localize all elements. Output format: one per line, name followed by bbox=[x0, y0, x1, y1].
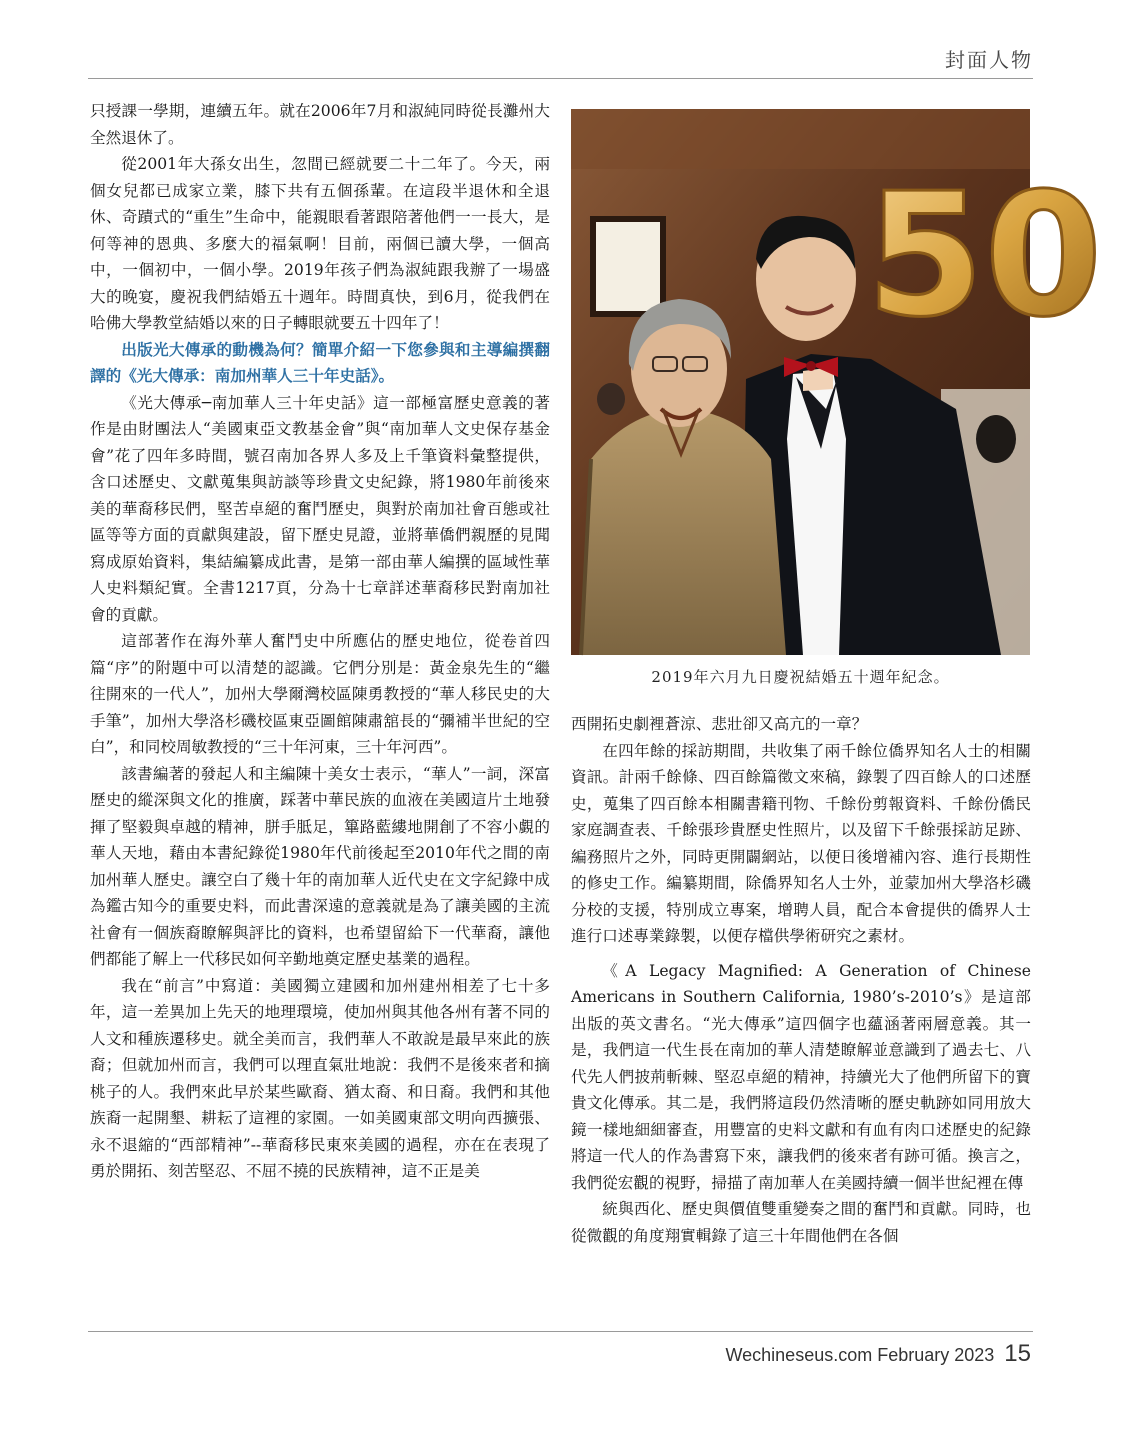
section-label: 封面人物 bbox=[945, 48, 1033, 72]
paragraph: 這部著作在海外華人奮鬥史中所應佔的歷史地位，從卷首四篇“序”的附題中可以清楚的認識。它們分別是：黃金泉先生的“繼往開來的一代人”，加州大學爾灣校區陳勇教授的“華人移民史的大手筆”，加州大學洛杉磯校區東亞圖館陳肅舘長的“彌補半世紀的空白”，和同校周敏教授的“三十年河東，三十年河西”。 bbox=[90, 632, 550, 756]
paragraph: 《光大傳承─南加華人三十年史話》這一部極富歷史意義的著作是由財團法人“美國東亞文教基金會”與“南加華人文史保存基金會”花了四年多時間，號召南加各界人多及上千筆資料彙整提供，含口述歷史、文獻蒐集與訪談等珍貴文史紀錄，將1980年前後來美的華裔移民們，堅苦卓絕的奮鬥歷史，與對於南加社會百態或社區等等方面的貢獻與建設，留下歷史見證，並將華僑們親歷的見聞寫成原始資料，集結編纂成此書，是第一部由華人編撰的區域性華人史料類紀實。全書1217頁，分為十七章詳述華裔移民對南加社會的貢獻。 bbox=[90, 393, 550, 624]
paragraph: 西開拓史劇裡蒼涼、悲壯卻又高亢的一章？ bbox=[571, 715, 868, 733]
paragraph: 該書編著的發起人和主編陳十美女士表示，“華人”一詞，深富歷史的縱深與文化的推廣，踩著中華民族的血液在美國這片土地發揮了堅毅與卓越的精神，胼手胝足，篳路藍縷地開創了不容小覷的華人天地，藉由本書紀錄從1980年代前後起至2010年代之間的南加州華人歷史。讓空白了幾十年的南加華人近代史在文字紀錄中成為鑑古知今的重要史料，而此書深遠的意義就是為了讓美國的主流社會有一個族裔瞭解與評比的資料，也希望留給下一代華裔，讓他們都能了解上一代移民如何辛勤地奠定歷史基業的過程。 bbox=[90, 764, 550, 968]
balloon-50: 50 bbox=[866, 157, 1103, 355]
paragraph: 在四年餘的採訪期間，共收集了兩千餘位僑界知名人士的相關資訊。計兩千餘條、四百餘篇徵文來稿，錄製了四百餘人的口述歷史，蒐集了四百餘本相關書籍刊物、千餘份剪報資料、千餘份僑民家庭調查表、千餘張珍貴歷史性照片，以及留下千餘張採訪足跡、編務照片之外，同時更開闢網站，以便日後增補內容、進行長期性的修史工作。編纂期間，除僑界知名人士外，並蒙加州大學洛杉磯分校的支援，特別成立專案，增聘人員，配合本會提供的僑界人士進行口述專業錄製，以便存檔供學術研究之素材。 bbox=[571, 741, 1031, 945]
paragraph: 從2001年大孫女出生，忽間已經就要二十二年了。今天，兩個女兒都已成家立業，膝下共有五個孫輩。在這段半退休和全退休、奇蹟式的“重生”生命中，能親眼看著跟陪著他們一一長大，是何等神的恩典、多麼大的福氣啊！目前，兩個已讀大學，一個高中，一個初中，一個小學。2019年孩子們為淑純跟我辦了一場盛大的晚宴，慶祝我們結婚五十週年。時間真快，到6月，從我們在哈佛大學教堂結婚以來的日子轉眼就要五十四年了！ bbox=[90, 155, 550, 332]
paragraph: 《A Legacy Magnified: A Generation of Chinese Americans in Southern California, 1980’s-2010’s》是這部出版的英文書名。“光大傳承”這四個字也蘊涵著兩層意義。其一是，我們這一代生長在南加的華人清楚瞭解並意識到了過去七、八代先人們披荊斬棘、堅忍卓絕的精神，持續光大了他們所留下的寶貴文化傳承。其二是，我們將這段仍然清晰的歷史軌跡如同用放大鏡一樣地細細審查，用豐富的史料文獻和有血有肉口述歷史的紀錄將這一代人的作為書寫下來，讓我們的後來者有跡可循。換言之，我們從宏觀的視野，掃描了南加華人在美國持續一個半世紀裡在傳 bbox=[571, 961, 1031, 1192]
footer bbox=[725, 1340, 1031, 1368]
left-column bbox=[90, 98, 550, 1185]
interview-question: 出版光大傳承的動機為何？簡單介紹一下您參與和主導編撰翻譯的《光大傳承：南加州華人三十年史話》。 bbox=[90, 339, 550, 385]
footer-site-date: Wechineseus.com February 2023 bbox=[725, 1345, 995, 1365]
bottom-divider bbox=[88, 1331, 1033, 1332]
paragraph: 只授課一學期，連續五年。就在2006年7月和淑純同時從長灘州大全然退休了。 bbox=[90, 102, 550, 147]
photo-caption: 2019年六月九日慶祝結婚五十週年紀念。 bbox=[651, 668, 950, 686]
right-column bbox=[571, 711, 1031, 1249]
paragraph: 統與西化、歷史與價值雙重變奏之間的奮鬥和貢獻。同時，也從微觀的角度翔實輯錄了這三十年間他們在各個 bbox=[571, 1200, 1031, 1245]
paragraph: 我在“前言”中寫道：美國獨立建國和加州建州相差了七十多年，這一差異加上先天的地理環境，使加州與其他各州有著不同的人文和種族遷移史。就全美而言，我們華人不敢說是最早來此的族裔；但就加州而言，我們可以理直氣壯地說：我們不是後來者和摘桃子的人。我們來此早於某些歐裔、猶太裔、和日裔。我們和其他族裔一起開墾、耕耘了這裡的家園。一如美國東部文明向西擴張、永不退縮的“西部精神”--華裔移民東來美國的過程，亦在在表現了勇於開拓、刻苦堅忍、不屈不撓的民族精神，這不正是美 bbox=[90, 976, 550, 1180]
page-number: 15 bbox=[1004, 1340, 1031, 1367]
anniversary-photo bbox=[571, 109, 1103, 655]
top-divider bbox=[88, 78, 1033, 79]
photo-illustration bbox=[571, 109, 1103, 655]
